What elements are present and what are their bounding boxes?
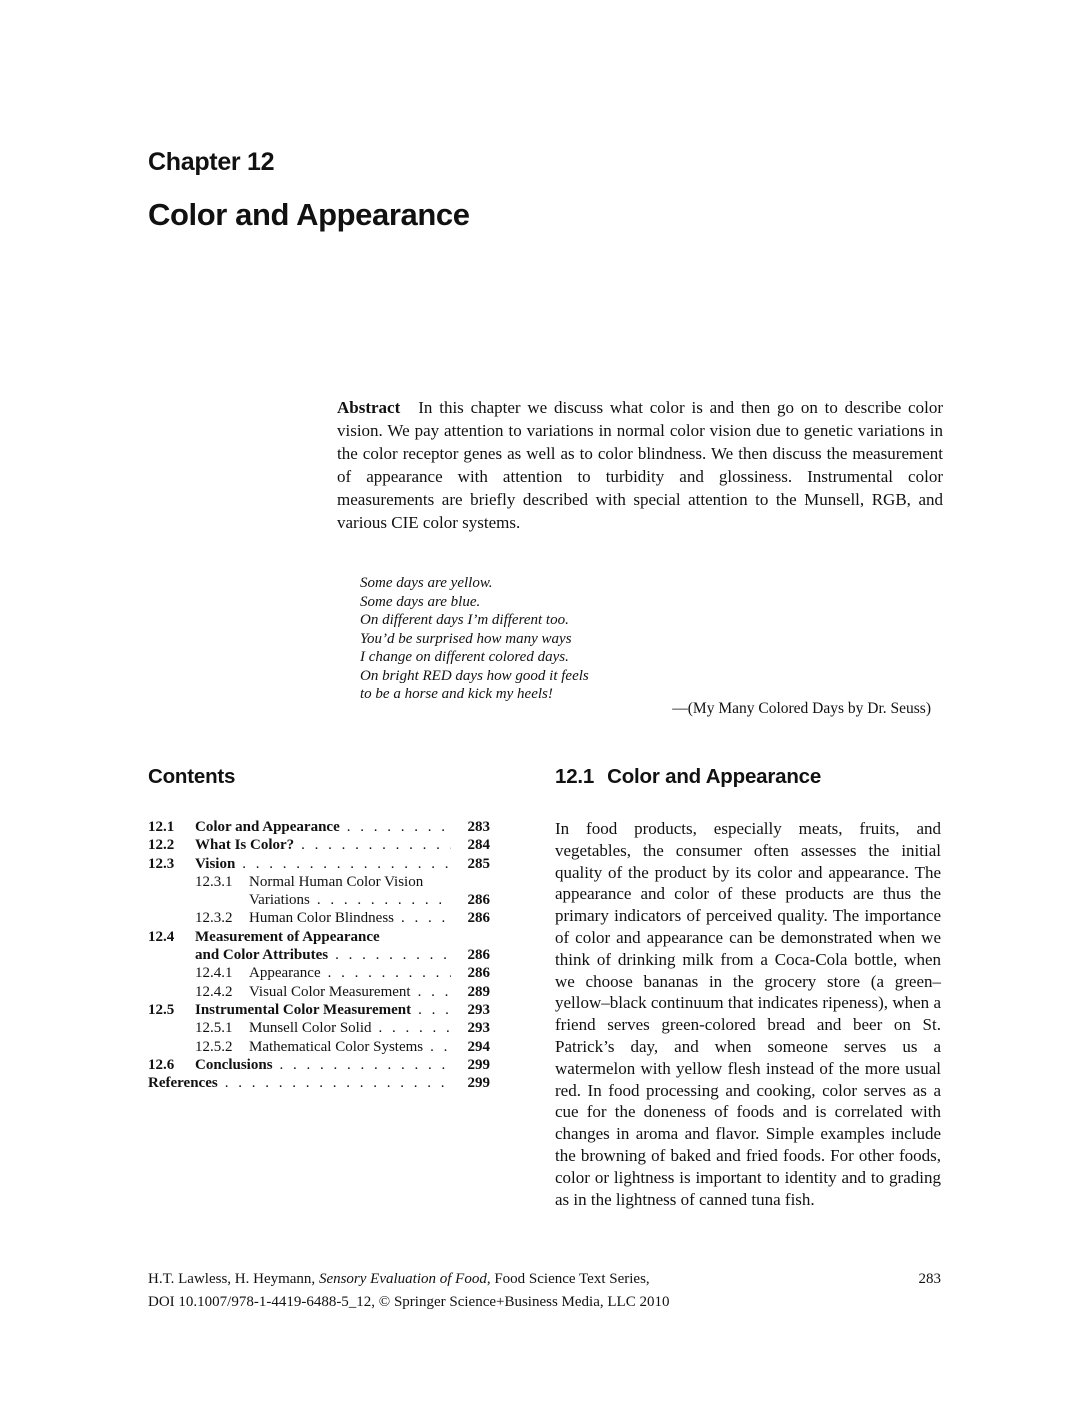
toc-page-number: 294 xyxy=(467,1038,490,1055)
toc-row xyxy=(148,873,490,891)
toc-leader-dots xyxy=(418,1001,451,1019)
toc-number: 12.3.1 xyxy=(195,873,233,890)
poem-line: Some days are yellow. xyxy=(360,575,493,591)
toc-page-number: 286 xyxy=(467,892,490,909)
toc-page-number: 285 xyxy=(467,855,490,872)
toc-page-number: 299 xyxy=(467,1075,490,1092)
toc-title: Instrumental Color Measurement xyxy=(195,1001,412,1018)
footer-page-number: 283 xyxy=(918,1271,941,1287)
toc-row xyxy=(148,983,490,1001)
toc-row xyxy=(148,964,490,982)
toc-page-number: 293 xyxy=(467,1020,490,1037)
toc-leader-dots xyxy=(418,983,451,1001)
toc-title: Appearance xyxy=(249,965,321,982)
abstract-label: Abstract xyxy=(337,398,401,417)
toc-row xyxy=(148,891,490,909)
poem-block xyxy=(360,574,589,704)
toc-row xyxy=(148,818,490,836)
poem-line: On bright RED days how good it feels xyxy=(360,667,589,684)
footer xyxy=(148,1268,941,1313)
footer-citation xyxy=(148,1268,650,1291)
poem-attribution: —(My Many Colored Days by Dr. Seuss) xyxy=(672,700,931,717)
toc-number: 12.3.2 xyxy=(195,910,233,927)
toc-number: 12.5.2 xyxy=(195,1038,233,1055)
footer-authors: H.T. Lawless, H. Heymann, xyxy=(148,1271,319,1287)
toc-leader-dots xyxy=(301,836,451,854)
toc-leader-dots xyxy=(280,1056,451,1074)
toc-page-number: 299 xyxy=(467,1056,490,1073)
section-body: In food products, especially meats, fruits, and vegetables, the consumer often assesses the initial quality of the product by its color and appearance. The appearance and color of these products are thus the primary indicators of perceived quality. The importance of color and appearance can be demonstrated when we think of drinking milk from a Coca-Cola bottle, when we choose bananas in the grocery store (a green–yellow–black continuum that indicates ripeness), when a friend serves green-colored bread and beer on St. Patrick’s day, and when someone serves us a watermelon with yellow flesh instead of the more usual red. In food processing and cooking, color serves as a cue for the doneness of foods and is correlated with changes in aroma and flavor. Simple examples include the browning of baked and fried foods. For other foods, color or lightness is important to identity and to grading as in the lightness of canned tuna fish. xyxy=(555,819,941,1209)
section-heading xyxy=(555,765,941,789)
toc-title: Variations xyxy=(249,892,310,909)
toc-row xyxy=(148,855,490,873)
toc-page-number: 284 xyxy=(467,837,490,854)
poem-line: to be a horse and kick my heels! xyxy=(360,686,553,702)
chapter-title: Color and Appearance xyxy=(148,197,470,232)
toc-title: Visual Color Measurement xyxy=(249,983,411,1000)
toc-row xyxy=(148,1038,490,1056)
two-column-layout xyxy=(148,765,941,1210)
toc-page-number: 289 xyxy=(467,983,490,1000)
toc-leader-dots xyxy=(242,855,451,873)
chapter-label: Chapter 12 xyxy=(148,148,275,176)
footer-series: , Food Science Text Series, xyxy=(486,1271,650,1287)
toc-leader-dots xyxy=(225,1074,451,1092)
toc-number: 12.6 xyxy=(148,1056,175,1073)
toc-leader-dots xyxy=(430,1038,451,1056)
toc-title: Normal Human Color Vision xyxy=(249,873,424,890)
toc-row xyxy=(148,1001,490,1019)
toc-title: Human Color Blindness xyxy=(249,910,394,927)
footer-book-title: Sensory Evaluation of Food xyxy=(318,1271,487,1287)
toc-title: Measurement of Appearance xyxy=(195,928,380,945)
toc-row xyxy=(148,836,490,854)
toc-row xyxy=(148,909,490,927)
section-number: 12.1 xyxy=(555,765,595,788)
abstract-block xyxy=(337,396,943,534)
section-column xyxy=(555,765,941,1210)
toc-number: 12.1 xyxy=(148,819,175,835)
poem-line: You’d be surprised how many ways xyxy=(360,630,572,647)
section-title: Color and Appearance xyxy=(607,765,822,788)
toc-title: Mathematical Color Systems xyxy=(249,1038,424,1055)
toc-leader-dots xyxy=(335,946,451,964)
toc-leader-dots xyxy=(347,818,451,836)
toc-page-number: 286 xyxy=(467,910,490,927)
toc-number: 12.5 xyxy=(148,1001,175,1018)
toc-leader-dots xyxy=(401,909,451,927)
toc-row xyxy=(148,1056,490,1074)
abstract-text: In this chapter we discuss what color is and then go on to describe color vision. We pay attention to variations in normal color vision due to genetic variations in the color receptor genes as well as to color blindness. We then discuss the measurement of appearance with attention to turbidity and glossiness. Instrumental color measurements are briefly described with special attention to the Munsell, RGB, and various CIE color systems. xyxy=(337,398,943,532)
toc-title: What Is Color? xyxy=(195,837,295,854)
contents-heading: Contents xyxy=(148,765,236,788)
toc-row xyxy=(148,1019,490,1037)
poem-line: I change on different colored days. xyxy=(360,649,569,665)
toc-number: 12.5.1 xyxy=(195,1020,233,1037)
toc-number: 12.4 xyxy=(148,928,175,945)
footer-citation-line xyxy=(148,1268,941,1291)
toc-page-number: 283 xyxy=(467,819,490,835)
toc-number: 12.2 xyxy=(148,837,175,854)
toc-leader-dots xyxy=(317,891,451,909)
toc-page-number: 293 xyxy=(467,1001,490,1018)
toc-title: References xyxy=(148,1075,218,1092)
toc-number: 12.3 xyxy=(148,855,175,872)
toc-page-number: 286 xyxy=(467,947,490,964)
toc-leader-dots xyxy=(328,964,451,982)
toc-leader-dots xyxy=(379,1019,451,1037)
toc-title: Vision xyxy=(195,855,236,872)
toc-row xyxy=(148,928,490,946)
toc-title: Conclusions xyxy=(195,1056,273,1073)
toc-row xyxy=(148,946,490,964)
toc-title: Color and Appearance xyxy=(195,819,340,835)
toc-list xyxy=(148,818,490,1092)
footer-doi: DOI 10.1007/978-1-4419-6488-5_12, © Springer Science+Business Media, LLC 2010 xyxy=(148,1293,670,1310)
toc-page-number: 286 xyxy=(467,965,490,982)
contents-column xyxy=(148,765,490,1210)
toc-row xyxy=(148,1074,490,1092)
toc-title: and Color Attributes xyxy=(195,947,329,964)
poem-line: Some days are blue. xyxy=(360,593,481,610)
toc-title: Munsell Color Solid xyxy=(249,1020,372,1037)
toc-number: 12.4.1 xyxy=(195,965,233,982)
poem-line: On different days I’m different too. xyxy=(360,612,569,628)
toc-number: 12.4.2 xyxy=(195,983,233,1000)
